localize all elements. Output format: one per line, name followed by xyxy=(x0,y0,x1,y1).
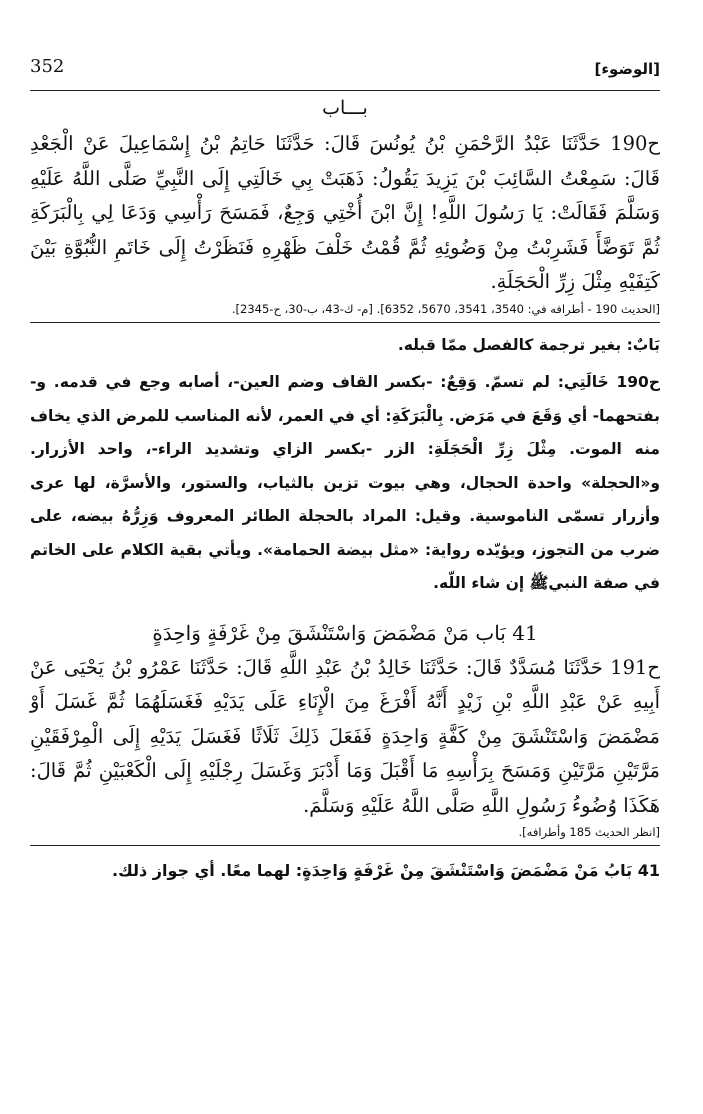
commentary-chapter-41: 41 بَابُ مَنْ مَضْمَضَ وَاسْتَنْشَقَ مِنْ غَرْفَةٍ وَاحِدَةٍ: لهما معًا. أي جواز ذلك. xyxy=(111,861,660,880)
divider xyxy=(30,845,660,846)
hadith-190-reference: [الحديث 190 - أطرافه في: 3540، 3541، 5670، 6352]. [م- ك-43، ب-30، ح-2345]. xyxy=(231,301,660,316)
page-header xyxy=(30,52,660,91)
hadith-191-text: ح191 حَدَّثَنَا مُسَدَّدٌ قَالَ: حَدَّثَنَا خَالِدُ بْنُ عَبْدِ اللَّهِ قَالَ: حَدَّثَنَا عَمْرُو بْنُ يَحْيَى عَنْ أَبِيهِ عَنْ عَبْدِ اللَّهِ بْنِ زَيْدٍ أَنَّهُ أَفْرَغَ مِنَ الْإِنَاءِ عَلَى يَدَيْهِ فَغَسَلَهُمَا ثُمَّ غَسَلَ أَوْ مَضْمَضَ وَاسْتَنْشَقَ مِنْ كَفَّةٍ وَاحِدَةٍ فَفَعَلَ ذَلِكَ ثَلَاثًا فَغَسَلَ يَدَيْهِ إِلَى الْمِرْفَقَيْنِ مَرَّتَيْنِ مَرَّتَيْنِ وَمَسَحَ بِرَأْسِهِ مَا أَقْبَلَ وَمَا أَدْبَرَ وَغَسَلَ رِجْلَيْهِ إِلَى الْكَعْبَيْنِ ثُمَّ قَالَ: هَكَذَا وُضُوءُ رَسُولِ اللَّهِ صَلَّى اللَّهُ عَلَيْهِ وَسَلَّمَ. xyxy=(30,655,660,817)
book-page xyxy=(30,52,660,888)
commentary-bab: بَابٌ: بغير ترجمة كالفصل ممّا قبله. xyxy=(397,335,660,354)
running-head: [الوضوء] xyxy=(594,60,660,78)
page-number: 352 xyxy=(30,56,65,77)
chapter-41-heading: 41 بَاب مَنْ مَضْمَضَ وَاسْتَنْشَقَ مِنْ غَرْفَةٍ وَاحِدَةٍ xyxy=(152,620,538,645)
hadith-190-text: ح190 حَدَّثَنَا عَبْدُ الرَّحْمَنِ بْنُ يُونُسَ قَالَ: حَدَّثَنَا حَاتِمُ بْنُ إِسْمَاعِيلَ عَنْ الْجَعْدِ قَالَ: سَمِعْتُ السَّائِبَ بْنَ يَزِيدَ يَقُولُ: ذَهَبَتْ بِي خَالَتِي إِلَى النَّبِيِّ صَلَّى اللَّهُ عَلَيْهِ وَسَلَّمَ فَقَالَتْ: يَا رَسُولَ اللَّهِ! إِنَّ ابْنَ أُخْتِي وَجِعٌ، فَمَسَحَ رَأْسِي وَدَعَا لِي بِالْبَرَكَةِ ثُمَّ تَوَضَّأَ فَشَرِبْتُ مِنْ وَضُوئِهِ ثُمَّ قُمْتُ خَلْفَ ظَهْرِهِ فَنَظَرْتُ إِلَى خَاتَمِ النُّبُوَّةِ بَيْنَ كَتِفَيْهِ مِثْلَ زِرِّ الْحَجَلَةِ. xyxy=(30,132,660,293)
section-title: بـــاب xyxy=(322,97,368,119)
hadith-191-reference: [انظر الحديث 185 وأطرافه]. xyxy=(518,825,660,839)
divider xyxy=(30,322,660,323)
commentary-hadith-190: ح190 خَالَتِي: لم تسمّ. وَقِعٌ: -بكسر القاف وضم العين-، أصابه وجع في قدمه. و-بفتحهما- أي وَقَعَ في مَرَض. بِالْبَرَكَةِ: أي في العمر، لأنه المناسب للمرض الذي يخاف منه الموت. مِثْلَ زِرِّ الْحَجَلَةِ: الزر -بكسر الزاي وتشديد الراء-، واحد الأزرار. و«الحجلة» واحدة الحجال، وهي بيوت تزين بالثياب، والستور، والأسرَّة، لها عرى وأزرار تسمّى الناموسية. وقيل: المراد بالحجلة الطائر المعروف وَزِرُّهُ بيضه، على ضرب من التجوز، ويؤيّده رواية: «مثل بيضة الحمامة». ويأتي بقية الكلام على الخاتم في صفة النبيﷺ إن شاء اللّه. xyxy=(30,373,660,592)
